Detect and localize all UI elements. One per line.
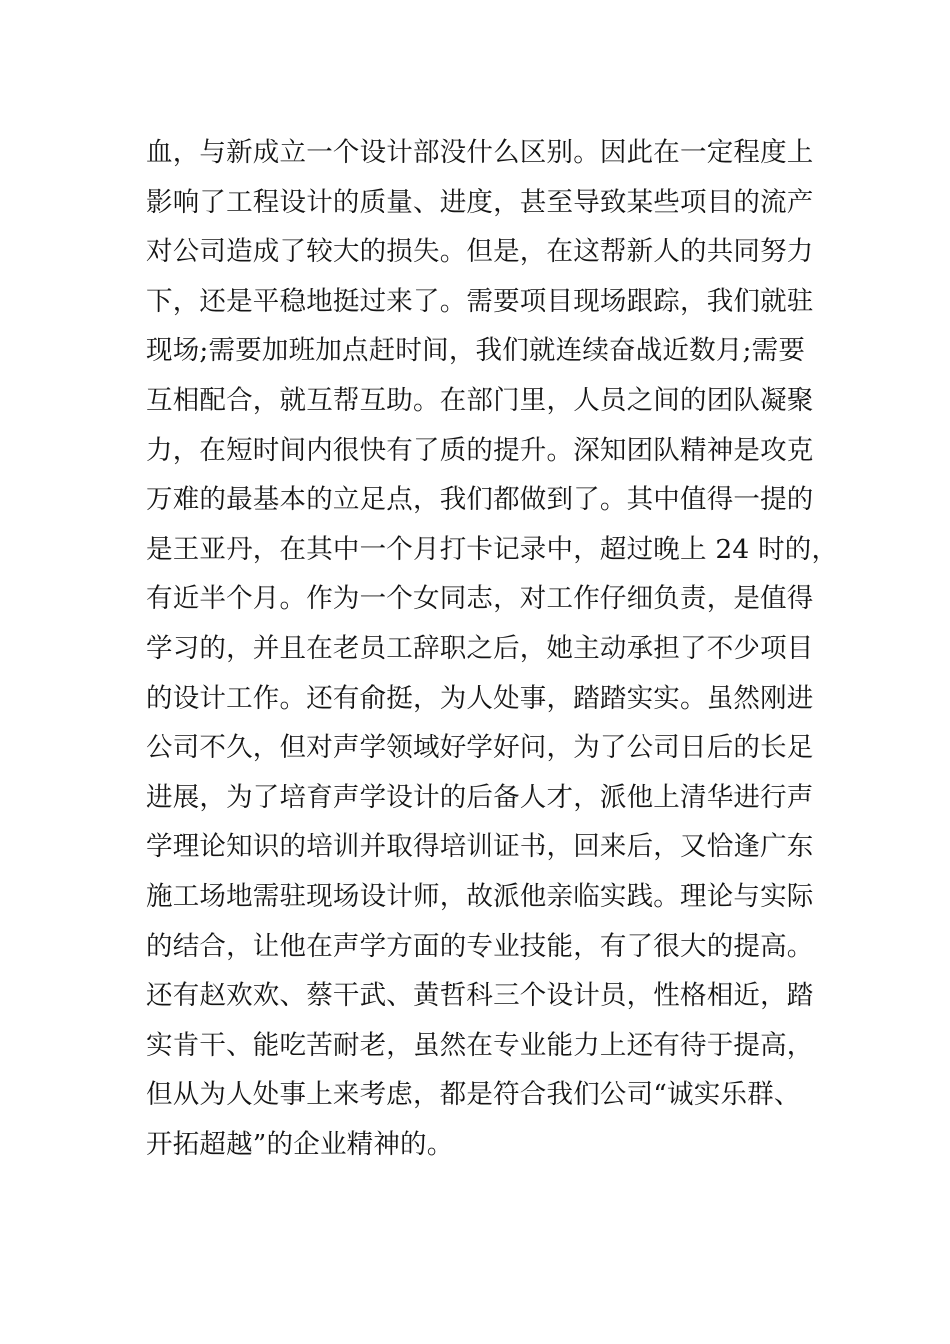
text-line: 施工场地需驻现场设计师，故派他亲临实践。理论与实际 <box>146 880 814 912</box>
text-line: 对公司造成了较大的损失。但是，在这帮新人的共同努力 <box>146 236 814 268</box>
text-line: 是王亚丹，在其中一个月打卡记录中，超过晚上 24 时的， <box>146 533 839 565</box>
text-line: 学习的，并且在老员工辞职之后，她主动承担了不少项目 <box>146 632 814 664</box>
text-line: 万难的最基本的立足点，我们都做到了。其中值得一提的 <box>146 484 814 516</box>
text-line: 但从为人处事上来考虑，都是符合我们公司“诚实乐群、 <box>146 1079 801 1111</box>
text-line: 实肯干、能吃苦耐老，虽然在专业能力上还有待于提高， <box>146 1029 814 1061</box>
text-line: 还有赵欢欢、蔡干武、黄哲科三个设计员，性格相近，踏 <box>146 980 814 1012</box>
text-line: 的结合，让他在声学方面的专业技能，有了很大的提高。 <box>146 930 814 962</box>
text-line: 学理论知识的培训并取得培训证书，回来后，又恰逢广东 <box>146 831 814 863</box>
text-line: 有近半个月。作为一个女同志，对工作仔细负责，是值得 <box>146 583 814 615</box>
text-line: 进展，为了培育声学设计的后备人才，派他上清华进行声 <box>146 781 814 813</box>
text-line: 力，在短时间内很快有了质的提升。深知团队精神是攻克 <box>146 434 814 466</box>
text-line: 的设计工作。还有俞挺，为人处事，踏踏实实。虽然刚进 <box>146 682 814 714</box>
text-line: 开拓超越”的企业精神的。 <box>146 1128 454 1160</box>
text-line: 影响了工程设计的质量、进度，甚至导致某些项目的流产 <box>146 186 814 218</box>
text-line: 血，与新成立一个设计部没什么区别。因此在一定程度上 <box>146 137 814 168</box>
text-line: 互相配合，就互帮互助。在部门里，人员之间的团队凝聚 <box>146 384 814 416</box>
body-text <box>146 128 839 1169</box>
text-line: 现场;需要加班加点赶时间，我们就连续奋战近数月;需要 <box>146 335 806 367</box>
text-line: 下，还是平稳地挺过来了。需要项目现场跟踪，我们就驻 <box>146 285 814 317</box>
text-line: 公司不久，但对声学领域好学好问，为了公司日后的长足 <box>146 732 814 764</box>
